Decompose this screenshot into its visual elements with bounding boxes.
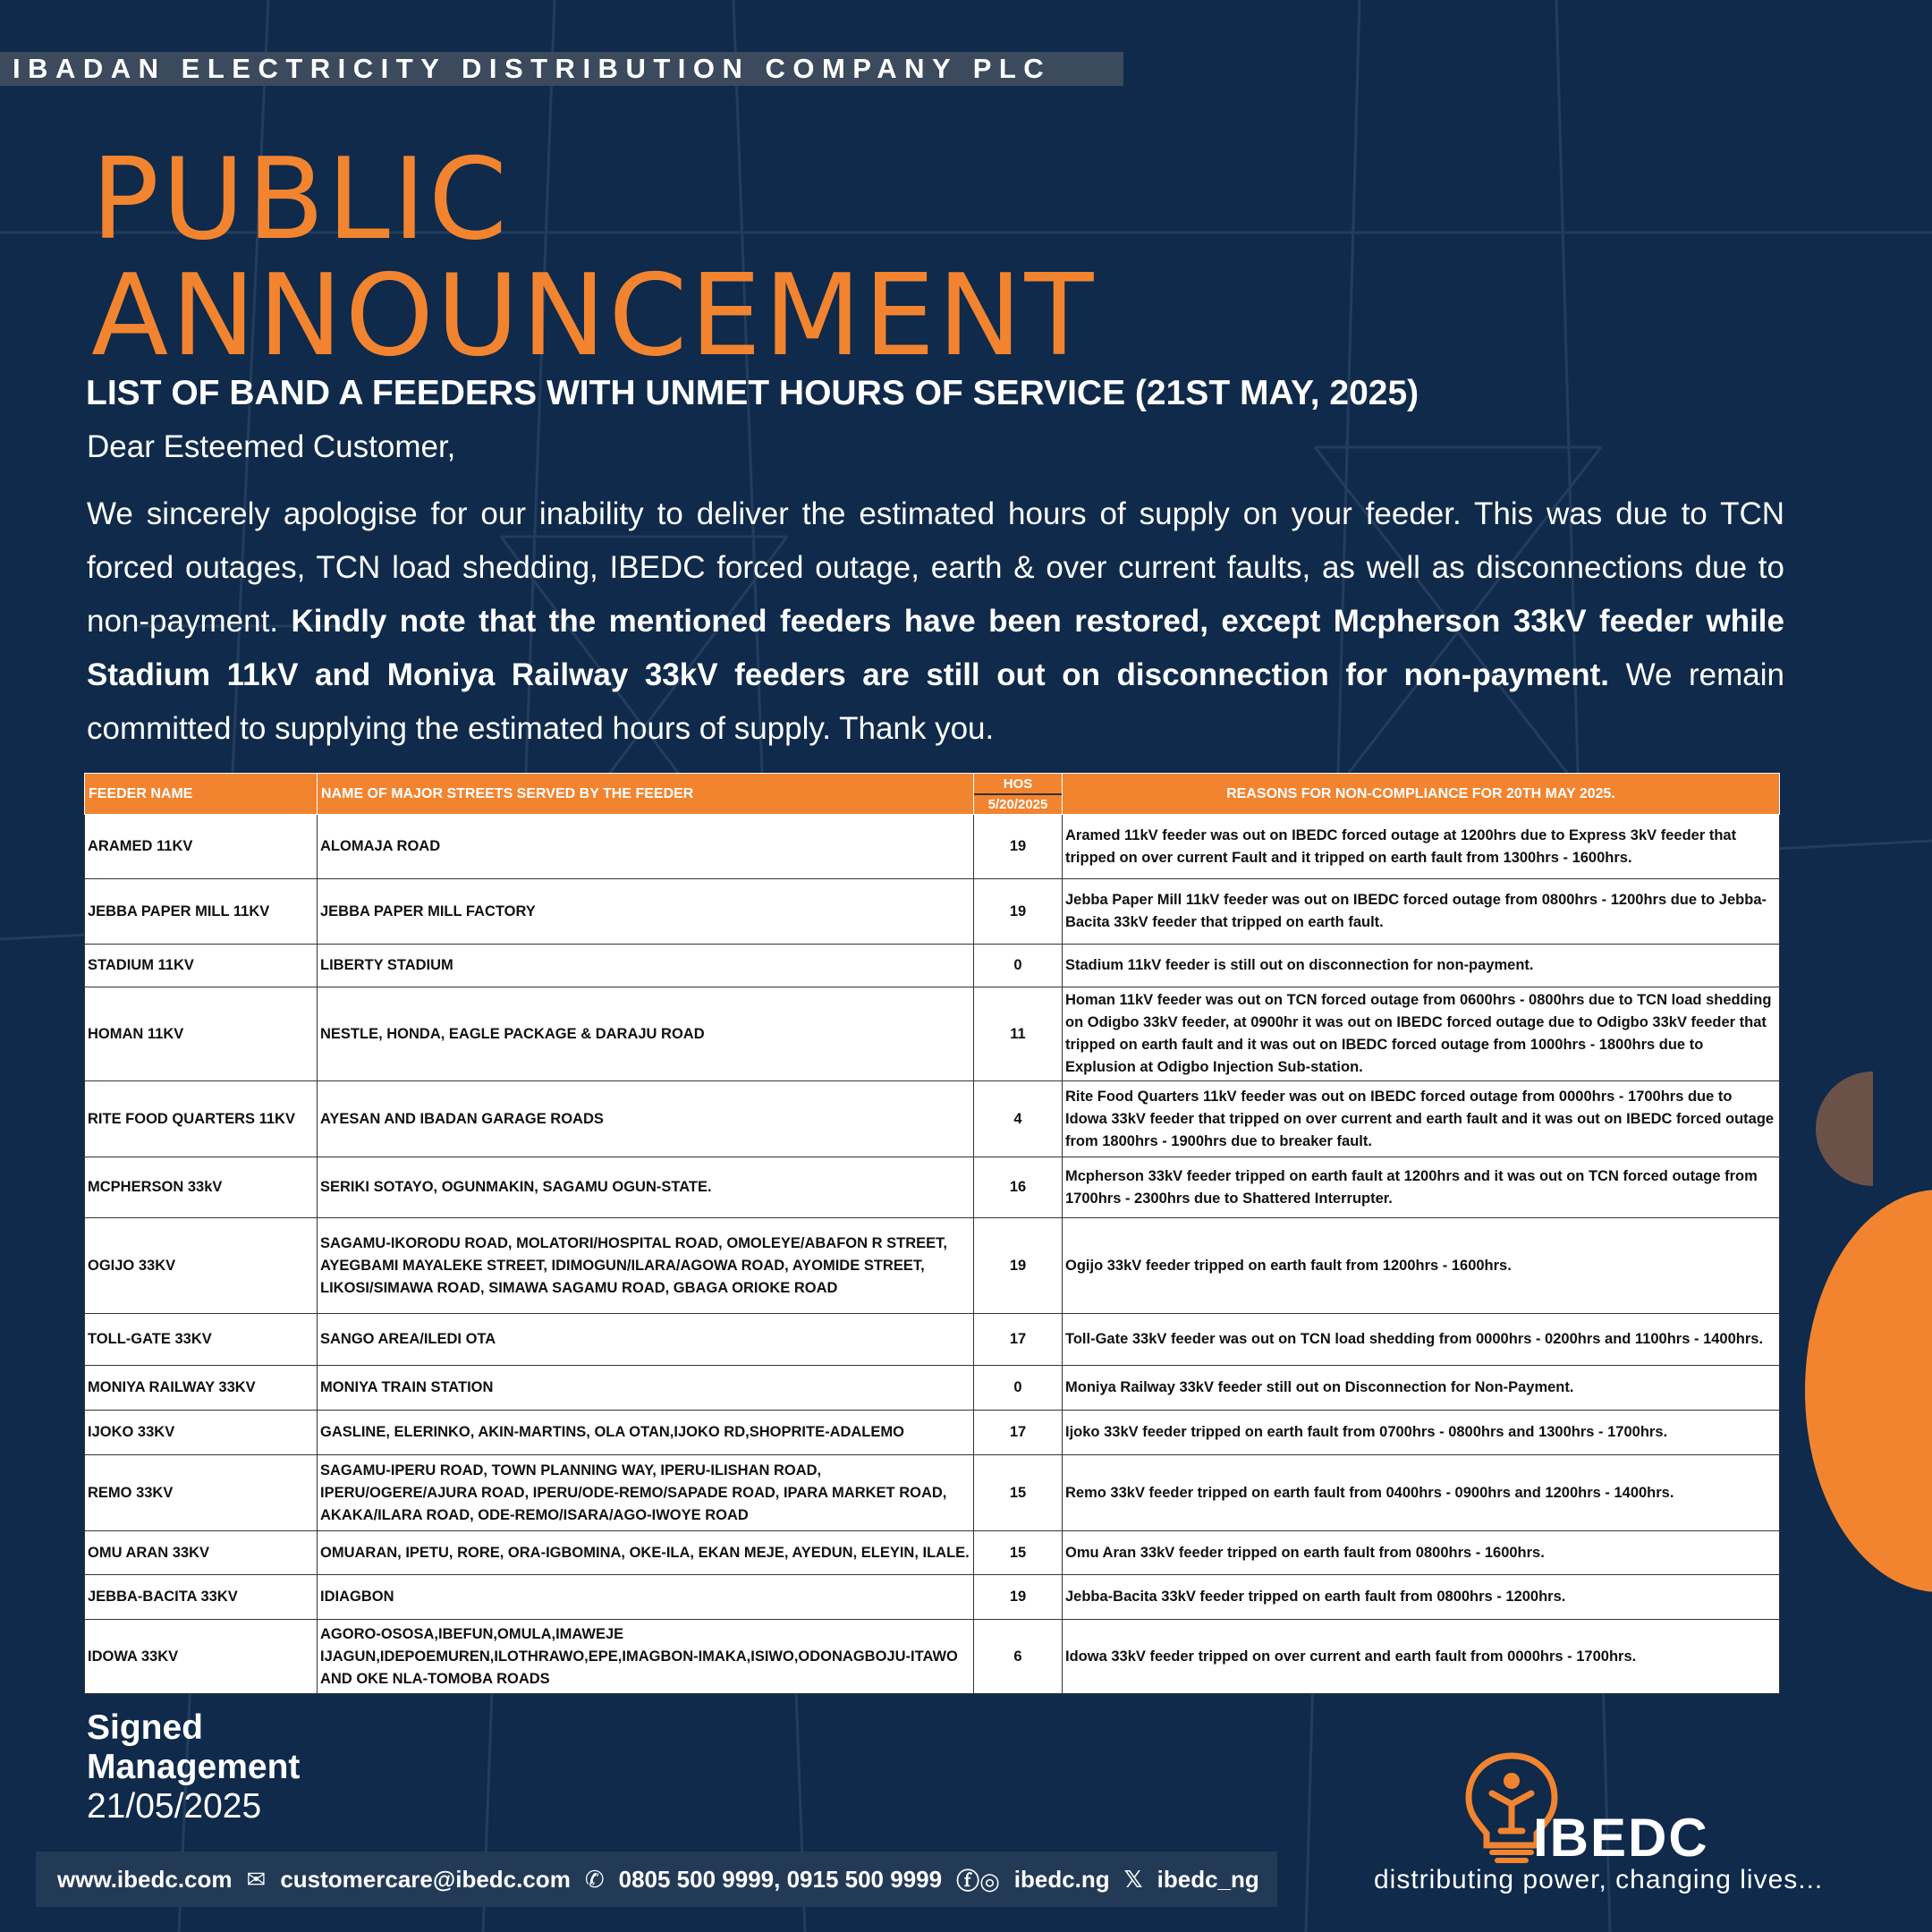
email-link[interactable]: customercare@ibedc.com: [280, 1865, 571, 1893]
table-row: [85, 1218, 1780, 1314]
feeder-name: JEBBA PAPER MILL 11KV: [85, 879, 318, 945]
table-row: [85, 987, 1780, 1081]
reason: Moniya Railway 33kV feeder still out on Disconnection for Non-Payment.: [1063, 1366, 1780, 1411]
streets: OMUARAN, IPETU, RORE, ORA-IGBOMINA, OKE-ILA, EKAN MEJE, AYEDUN, ELEYIN, ILALE.: [318, 1531, 974, 1575]
hos-value: 15: [974, 1455, 1063, 1531]
feeder-name: RITE FOOD QUARTERS 11KV: [85, 1081, 318, 1157]
feeder-name: IJOKO 33KV: [85, 1411, 318, 1455]
reason: Rite Food Quarters 11kV feeder was out on IBEDC forced outage from 0000hrs - 1700hrs due to Idowa 33kV feeder that tripped on over current and earth fault and it was out on IBEDC forced outage from 1800hrs - 1900hrs due to breaker fault.: [1063, 1081, 1780, 1157]
body-part3: We remain committed to supplying the estimated hours of supply. Thank you.: [87, 657, 1784, 746]
table-row: [85, 1411, 1780, 1455]
streets: AYESAN AND IBADAN GARAGE ROADS: [318, 1081, 974, 1157]
streets: AGORO-OSOSA,IBEFUN,OMULA,IMAWEJE IJAGUN,IDEPOEMUREN,ILOTHRAWO,EPE,IMAGBON-IMAKA,ISIWO,ODONAGBOJU-ITAWO AND OKE NLA-TOMOBA ROADS: [318, 1620, 974, 1694]
feeder-name: HOMAN 11KV: [85, 987, 318, 1081]
title-announcement: ANNOUNCEMENT: [91, 250, 1097, 381]
streets: NESTLE, HONDA, EAGLE PACKAGE & DARAJU ROAD: [318, 987, 974, 1081]
company-name-banner: IBADAN ELECTRICITY DISTRIBUTION COMPANY PLC: [0, 52, 1123, 86]
reason: Ogijo 33kV feeder tripped on earth fault from 1200hrs - 1600hrs.: [1063, 1218, 1780, 1314]
feeder-name: STADIUM 11KV: [85, 945, 318, 987]
decorative-brown-circle: [1816, 1072, 1873, 1186]
email-icon: ✉: [246, 1865, 267, 1893]
social-handle-fb-ig[interactable]: ibedc.ng: [1013, 1865, 1110, 1893]
streets: ALOMAJA ROAD: [318, 815, 974, 879]
x-icon: 𝕏: [1123, 1865, 1143, 1893]
table-row: [85, 1314, 1780, 1366]
signed-label: Signed: [87, 1708, 204, 1747]
feeder-name: OMU ARAN 33KV: [85, 1531, 318, 1575]
phone-icon: ✆: [584, 1865, 605, 1893]
table-row: [85, 945, 1780, 987]
body-bold-note: Kindly note that the mentioned feeders have been restored, except Mcpherson 33kV feeder while Stadium 11kV and Moniya Railway 33kV feeders are still out on disconnection for non-payment.: [87, 604, 1784, 692]
reason: Jebba-Bacita 33kV feeder tripped on earth fault from 0800hrs - 1200hrs.: [1063, 1575, 1780, 1620]
title-public: PUBLIC: [91, 133, 510, 265]
reason: Remo 33kV feeder tripped on earth fault from 0400hrs - 0900hrs and 1200hrs - 1400hrs.: [1063, 1455, 1780, 1531]
streets: SAGAMU-IKORODU ROAD, MOLATORI/HOSPITAL ROAD, OMOLEYE/ABAFON R STREET, AYEGBAMI MAYALEKE STREET, IDIMOGUN/ILARA/AGOWA ROAD, AYOMIDE STREET, LIKOSI/SIMAWA ROAD, SIMAWA SAGAMU ROAD, GBAGA ORIOKE ROAD: [318, 1218, 974, 1314]
table-header-row: [85, 774, 1780, 815]
feeder-name: MONIYA RAILWAY 33KV: [85, 1366, 318, 1411]
header-hos-label: HOS: [1003, 775, 1033, 792]
table-row: [85, 1157, 1780, 1218]
hos-value: 11: [974, 987, 1063, 1081]
greeting: Dear Esteemed Customer,: [87, 429, 456, 464]
reason: Homan 11kV feeder was out on TCN forced outage from 0600hrs - 0800hrs due to TCN load shedding on Odigbo 33kV feeder, at 0900hr it was out on IBEDC forced outage due to Odigbo 33kV feeder that tripped on earth fault and it was out on IBEDC forced outage from 1000hrs - 1800hrs due to Explusion at Odigbo Injection Sub-station.: [1063, 987, 1780, 1081]
header-streets: NAME OF MAJOR STREETS SERVED BY THE FEEDER: [318, 774, 974, 815]
website-link[interactable]: www.ibedc.com: [57, 1865, 233, 1893]
table-row: [85, 1366, 1780, 1411]
hos-value: 15: [974, 1531, 1063, 1575]
feeder-name: IDOWA 33KV: [85, 1620, 318, 1694]
reason: Toll-Gate 33kV feeder was out on TCN load shedding from 0000hrs - 0200hrs and 1100hrs - 1400hrs.: [1063, 1314, 1780, 1366]
table-row: [85, 1575, 1780, 1620]
reason: Mcpherson 33kV feeder tripped on earth fault at 1200hrs and it was out on TCN forced outage from 1700hrs - 2300hrs due to Shattered Interrupter.: [1063, 1157, 1780, 1218]
brand-name: IBEDC: [1533, 1808, 1709, 1868]
reason: Jebba Paper Mill 11kV feeder was out on IBEDC forced outage from 0800hrs - 1200hrs due to Jebba-Bacita 33kV feeder that tripped on earth fault.: [1063, 879, 1780, 945]
table-row: [85, 1455, 1780, 1531]
reason: Idowa 33kV feeder tripped on over current and earth fault from 0000hrs - 1700hrs.: [1063, 1620, 1780, 1694]
feeder-name: MCPHERSON 33kV: [85, 1157, 318, 1218]
social-handle-x[interactable]: ibedc_ng: [1157, 1865, 1259, 1893]
feeder-name: JEBBA-BACITA 33KV: [85, 1575, 318, 1620]
contact-footer-bar: [36, 1852, 1277, 1907]
streets: JEBBA PAPER MILL FACTORY: [318, 879, 974, 945]
header-feeder-name: FEEDER NAME: [85, 774, 318, 815]
hos-value: 19: [974, 879, 1063, 945]
reason: Ijoko 33kV feeder tripped on earth fault from 0700hrs - 0800hrs and 1300hrs - 1700hrs.: [1063, 1411, 1780, 1455]
streets: LIBERTY STADIUM: [318, 945, 974, 987]
signature-block: [87, 1708, 300, 1826]
signed-by: Management: [87, 1748, 301, 1786]
hos-value: 17: [974, 1314, 1063, 1366]
header-hos-date: 5/20/2025: [974, 793, 1062, 813]
reason: Stadium 11kV feeder is still out on disconnection for non-payment.: [1063, 945, 1780, 987]
streets: MONIYA TRAIN STATION: [318, 1366, 974, 1411]
streets: SANGO AREA/ILEDI OTA: [318, 1314, 974, 1366]
table-row: [85, 1620, 1780, 1694]
brand-tagline: distributing power, changing lives...: [1374, 1865, 1824, 1894]
feeder-name: ARAMED 11KV: [85, 815, 318, 879]
announcement-body: [87, 487, 1784, 756]
reason: Aramed 11kV feeder was out on IBEDC forced outage at 1200hrs due to Express 3kV feeder that tripped on over current Fault and it tripped on earth fault from 1300hrs - 1600hrs.: [1063, 815, 1780, 879]
body-part1: We sincerely apologise for our inability to deliver the estimated hours of supply on your feeder. This was due to TCN forced outages, TCN load shedding, IBEDC forced outage, earth & over current faults, as well as disconnections due to non-payment.: [87, 496, 1784, 639]
signed-date: 21/05/2025: [87, 1787, 262, 1826]
header-reasons: REASONS FOR NON-COMPLIANCE FOR 20TH MAY 2025.: [1063, 774, 1780, 815]
table-row: [85, 815, 1780, 879]
facebook-instagram-icon: ⓕ◎: [956, 1867, 1000, 1894]
table-row: [85, 1531, 1780, 1575]
feeder-name: OGIJO 33KV: [85, 1218, 318, 1314]
reason: Omu Aran 33kV feeder tripped on earth fault from 0800hrs - 1600hrs.: [1063, 1531, 1780, 1575]
hos-value: 16: [974, 1157, 1063, 1218]
table-row: [85, 879, 1780, 945]
streets: SAGAMU-IPERU ROAD, TOWN PLANNING WAY, IPERU-ILISHAN ROAD, IPERU/OGERE/AJURA ROAD, IPERU/ODE-REMO/SAPADE ROAD, IPARA MARKET ROAD, AKAKA/ILARA ROAD, ODE-REMO/ISARA/AGO-IWOYE ROAD: [318, 1455, 974, 1531]
streets: GASLINE, ELERINKO, AKIN-MARTINS, OLA OTAN,IJOKO RD,SHOPRITE-ADALEMO: [318, 1411, 974, 1455]
hos-value: 19: [974, 815, 1063, 879]
header-hos: [974, 774, 1063, 815]
streets: SERIKI SOTAYO, OGUNMAKIN, SAGAMU OGUN-STATE.: [318, 1157, 974, 1218]
feeder-name: TOLL-GATE 33KV: [85, 1314, 318, 1366]
hos-value: 4: [974, 1081, 1063, 1157]
hos-value: 17: [974, 1411, 1063, 1455]
hos-value: 6: [974, 1620, 1063, 1694]
hos-value: 0: [974, 1366, 1063, 1411]
feeders-table: [84, 773, 1780, 1694]
phone-numbers[interactable]: 0805 500 9999, 0915 500 9999: [618, 1865, 943, 1893]
hos-value: 0: [974, 945, 1063, 987]
announcement-subtitle: LIST OF BAND A FEEDERS WITH UNMET HOURS OF SERVICE (21ST MAY, 2025): [86, 374, 1419, 412]
hos-value: 19: [974, 1218, 1063, 1314]
feeder-name: REMO 33KV: [85, 1455, 318, 1531]
table-row: [85, 1081, 1780, 1157]
hos-value: 19: [974, 1575, 1063, 1620]
streets: IDIAGBON: [318, 1575, 974, 1620]
